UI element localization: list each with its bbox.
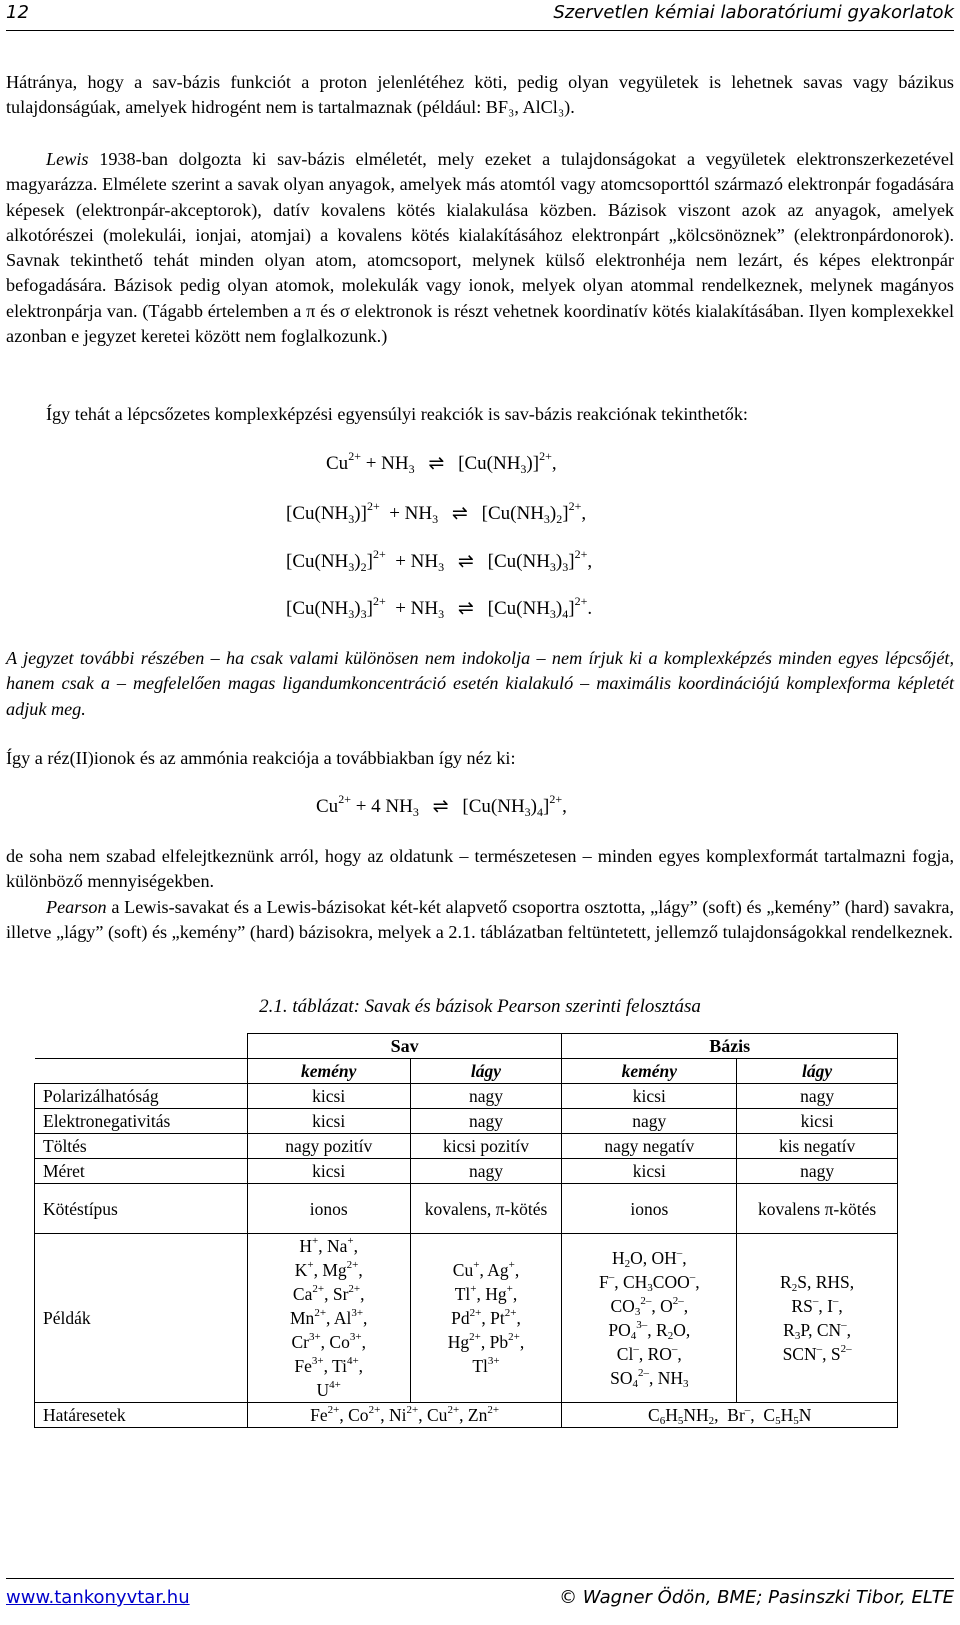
paragraph-5: Így a réz(II)ionok és az ammónia reakciója a továbbiakban így néz ki: xyxy=(6,748,516,768)
table-cell: nagy pozitív xyxy=(247,1134,410,1159)
table-cell: nagy xyxy=(737,1159,898,1184)
borderline-bases: $C_6H_5NH_2$, Br–, $C_5H_5N$ xyxy=(562,1403,898,1428)
row-label: Töltés xyxy=(35,1134,248,1159)
paragraph-4: A jegyzet további részében – ha csak valami különösen nem indokolja – nem írjuk ki a komplexképzés minden egyes lépcsőjét, hanem csak a – megfelelően magas ligandumkoncentráció esetén kialakuló – maximális koordinációjú komplexforma képletét adjuk meg. xyxy=(6,648,954,719)
row-label: Elektronegativitás xyxy=(35,1109,248,1134)
table-cell: kicsi xyxy=(562,1084,737,1109)
page-footer xyxy=(6,1578,954,1611)
table-cell: kis negatív xyxy=(737,1134,898,1159)
header-bazis-kemeny: kemény xyxy=(562,1059,737,1084)
table-row-peldak xyxy=(35,1234,898,1403)
header-sav-lagy: lágy xyxy=(410,1059,562,1084)
table-cell: nagy xyxy=(410,1159,562,1184)
equilibrium-arrow-icon: ⇌ xyxy=(451,503,468,524)
table-cell: nagy negatív xyxy=(562,1134,737,1159)
table-row-hataresetek xyxy=(35,1403,898,1428)
table-row xyxy=(35,1084,898,1109)
equation-5: $Cu^{2+} + 4$ $NH_3$ ⇌ $[Cu(NH_3)_4]^{2+}$, xyxy=(316,792,567,819)
paragraph-2 xyxy=(6,147,954,349)
paragraph-6-block xyxy=(6,844,954,895)
table-row xyxy=(35,1109,898,1134)
table-cell: kicsi xyxy=(247,1109,410,1134)
header-sav: Sav xyxy=(247,1034,562,1059)
table-cell: nagy xyxy=(410,1084,562,1109)
equation-1: $Cu^{2+} + NH_3$ ⇌ $[Cu(NH_3)]^{2+}$, xyxy=(326,449,557,476)
examples-soft-base: $R_2S$, RHS, RS–, I–, $R_3P$, CN–, SCN–, $S^{2-}$ xyxy=(737,1234,898,1403)
table-cell: kovalens, π-kötés xyxy=(410,1184,562,1234)
header-bazis-lagy: lágy xyxy=(737,1059,898,1084)
paragraph-7 xyxy=(6,895,954,946)
borderline-acids: $Fe^{2+}$, $Co^{2+}$, $Ni^{2+}$, $Cu^{2+}$, $Zn^{2+}$ xyxy=(247,1403,562,1428)
equation-2: $[Cu(NH_3)]^{2+} + NH_3$ ⇌ $[Cu(NH_3)_2]^{2+}$, xyxy=(286,499,587,526)
table-cell: nagy xyxy=(410,1109,562,1134)
paragraph-1: Hátránya, hogy a sav-bázis funkciót a proton jelenlétéhez köti, pedig olyan vegyületek is lehetnek savas vagy bázikus tulajdonságúak, amelyek hidrogént nem is tartalmaznak (például: BF₃, AlCl₃). xyxy=(6,72,954,118)
table-caption: 2.1. táblázat: Savak és bázisok Pearson szerinti felosztása xyxy=(259,996,701,1017)
equation-4: $[Cu(NH_3)_3]^{2+} + NH_3$ ⇌ $[Cu(NH_3)_4]^{2+}$. xyxy=(286,594,593,621)
equilibrium-arrow-icon: ⇌ xyxy=(457,598,474,619)
page-header xyxy=(6,0,954,31)
table-group-header-row xyxy=(35,1034,898,1059)
table-row xyxy=(35,1159,898,1184)
paragraph-4-block xyxy=(6,646,954,722)
running-title: Szervetlen kémiai laboratóriumi gyakorlatok xyxy=(553,2,954,23)
paragraph-6: de soha nem szabad elfelejtkeznünk arról, hogy az oldatunk – természetesen – minden egyes komplexformát tartalmazni fogja, különböző mennyiségekben. xyxy=(6,846,954,892)
examples-hard-acid: H+, Na+, K+, $Mg^{2+}$, $Ca^{2+}$, $Sr^{2+}$, $Mn^{2+}$, $Al^{3+}$, $Cr^{3+}$, $Co^{3+}$, $Fe^{3+}$, $Ti^{4+}$, $U^{4+}$ xyxy=(247,1234,410,1403)
row-label: Határesetek xyxy=(35,1403,248,1428)
table-cell: kicsi xyxy=(247,1084,410,1109)
row-label: Kötéstípus xyxy=(35,1184,248,1234)
table-cell: ionos xyxy=(562,1184,737,1234)
table-cell: nagy xyxy=(562,1109,737,1134)
table-cell: ionos xyxy=(247,1184,410,1234)
pearson-name: Pearson xyxy=(46,897,107,917)
header-sav-kemeny: kemény xyxy=(247,1059,410,1084)
table-row-kotestipus xyxy=(35,1184,898,1234)
paragraph-2-text: 1938-ban dolgozta ki sav-bázis elméletét, mely ezeket a tulajdonságokat a vegyületek elektronszerkezetével magyarázza. Elmélete szerint a savak olyan anyagok, amelyek más atomtól vagy atomcsoporttól származó elektronpár fogadására képesek (elektronpár-akceptorok), datív kovalens kötés kialakulása közben. Bázisok viszont azok az anyagok, amelyek alkotórészei (molekulái, ionjai, atomjai) a kovalens kötés kialakításához elektronpárt „kölcsönöznek” (elektronpárdonorok). Savnak tekinthető tehát minden olyan atom, atomcsoport, melynek külső elektronhéja nem lezárt, és képes elektronpár befogadására. Bázisok pedig olyan atomok, molekulák vagy ionok, melyek olyan atommal rendelkeznek, melynek magányos elektronpárja van. (Tágabb értelemben a π és σ elektronok is részt vehetnek koordinatív kötés kialakításában. Ilyen komplexekkel azonban e jegyzet keretei között nem foglalkozunk.) xyxy=(6,149,954,347)
table-cell: kicsi xyxy=(247,1159,410,1184)
page-number: 12 xyxy=(6,2,29,23)
table-cell: kovalens π-kötés xyxy=(737,1184,898,1234)
equilibrium-arrow-icon: ⇌ xyxy=(457,551,474,572)
lewis-name: Lewis xyxy=(46,149,89,169)
paragraph-3-block xyxy=(6,402,954,427)
table-cell: kicsi xyxy=(737,1109,898,1134)
paragraph-2-block xyxy=(6,147,954,349)
header-bazis: Bázis xyxy=(562,1034,898,1059)
website-link[interactable]: www.tankonyvtar.hu xyxy=(6,1587,190,1608)
row-label: Méret xyxy=(35,1159,248,1184)
equilibrium-arrow-icon: ⇌ xyxy=(428,453,445,474)
paragraph-7-text: a Lewis-savakat és a Lewis-bázisokat két-két alapvető csoportra osztotta, „lágy” (soft) és „kemény” (hard) savakra, illetve „lágy” (soft) és „kemény” (hard) bázisokra, melyek a 2.1. táblázatban feltüntetett, jellemző tulajdonságokkal rendelkeznek. xyxy=(6,897,954,943)
table-cell: kicsi xyxy=(562,1159,737,1184)
row-label: Példák xyxy=(35,1234,248,1403)
equation-3: $[Cu(NH_3)_2]^{2+} + NH_3$ ⇌ $[Cu(NH_3)_3]^{2+}$, xyxy=(286,547,593,574)
paragraph-7-block xyxy=(6,895,954,946)
table-cell: kicsi pozitív xyxy=(410,1134,562,1159)
equilibrium-arrow-icon: ⇌ xyxy=(432,796,449,817)
paragraph-3: Így tehát a lépcsőzetes komplexképzési egyensúlyi reakciók is sav-bázis reakciónak tekinthetők: xyxy=(46,404,748,424)
table-corner-lower xyxy=(35,1059,248,1084)
table-corner xyxy=(35,1034,248,1059)
examples-hard-base: $H_2O$, OH–, F–, $CH_3COO^-$, $CO_3^{2-}$, $O^{2-}$, $PO_4^{3-}$, $R_2O$, Cl–, RO–, $SO_4^{2-}$, $NH_3$ xyxy=(562,1234,737,1403)
table-cell: nagy xyxy=(737,1084,898,1109)
examples-soft-acid: Cu+, Ag+, Tl+, Hg+, $Pd^{2+}$, $Pt^{2+}$, $Hg^{2+}$, $Pb^{2+}$, $Tl^{3+}$ xyxy=(410,1234,562,1403)
paragraph-1-block xyxy=(6,70,954,121)
pearson-table xyxy=(34,1033,898,1428)
table-sub-header-row xyxy=(35,1059,898,1084)
row-label: Polarizálhatóság xyxy=(35,1084,248,1109)
paragraph-5-block xyxy=(6,746,954,771)
table-row xyxy=(35,1134,898,1159)
copyright-notice: © Wagner Ödön, BME; Pasinszki Tibor, ELTE xyxy=(559,1587,954,1608)
